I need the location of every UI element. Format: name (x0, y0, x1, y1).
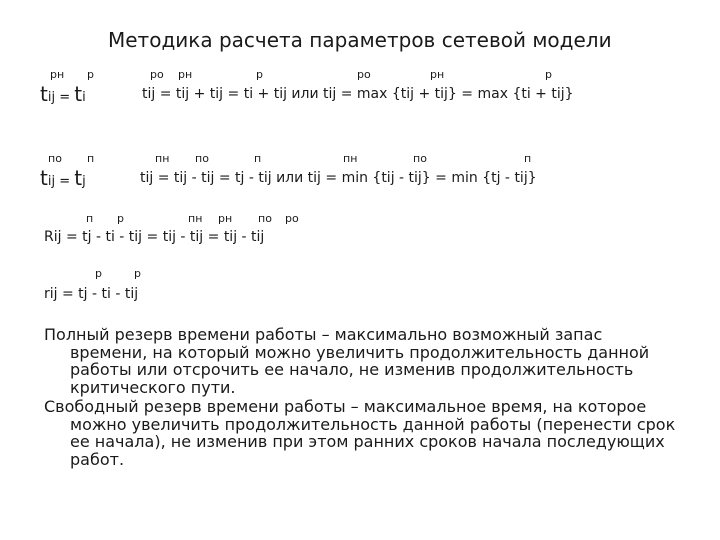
formula-1-left-t2: t (74, 82, 83, 106)
formula-2-right-sup-4: пн (343, 152, 358, 165)
formula-1-left-s1: ij (47, 90, 56, 105)
formula-1-right-sup-1: ро (150, 68, 164, 81)
formula-1-left-t1: t (40, 82, 48, 106)
formula-1-right-sup-4: ро (357, 68, 371, 81)
formula-2-left-s2: j (82, 174, 86, 189)
formula-3-sup-2: р (117, 212, 124, 225)
formula-2-left-t2: t (74, 166, 83, 190)
formula-2-right-sup-1: пн (155, 152, 170, 165)
formula-1-right-expression: tij = tij + tij = ti + tij или tij = max {tij + tij} = max {ti + tij} (142, 86, 574, 102)
paragraph-full-reserve-first-line: Полный резерв времени работы – максимально возможный запас (44, 325, 603, 344)
formula-1-right-sup-5: рн (430, 68, 445, 81)
formula-3-sup-5: по (258, 212, 272, 225)
formula-2-right-sup-3: п (254, 152, 262, 165)
formula-2-left-eq: = (55, 174, 75, 189)
formula-2-left-expression (40, 166, 86, 190)
formula-2-left-sup-2: п (87, 152, 95, 165)
formula-2-right-expression: tij = tij - tij = tj - tij или tij = min {tij - tij} = min {tj - tij} (140, 170, 537, 186)
formula-4-sup-1: р (95, 267, 102, 280)
formula-4-expression: rij = tj - ti - tij (44, 286, 139, 302)
paragraph-free-reserve (44, 398, 694, 468)
formula-1-right-sup-6: р (545, 68, 552, 81)
formula-1-left-expression (40, 82, 86, 106)
formula-1-left-sup-1: рн (50, 68, 65, 81)
formula-1-left-s2: i (82, 90, 86, 105)
formula-1-left-sup-2: р (87, 68, 94, 81)
paragraph-full-reserve-rest: времени, на который можно увеличить продолжительность данной работы или отсрочить ее начало, не изменив продолжительность критического пути. (70, 342, 650, 397)
formula-3-sup-6: ро (285, 212, 299, 225)
formula-2-left-s1: ij (47, 174, 56, 189)
formula-3-sup-1: п (86, 212, 94, 225)
formula-1-right-sup-3: р (256, 68, 263, 81)
formula-3-expression: Rij = tj - ti - tij = tij - tij = tij - tij (44, 229, 265, 245)
paragraph-free-reserve-rest: можно увеличить продолжительность данной работы (перенести срок ее начала), не изменив при этом ранних сроков начала последующих работ. (70, 414, 676, 469)
formula-2-right-sup-5: по (413, 152, 427, 165)
formula-4-sup-2: р (134, 267, 141, 280)
formula-1-left-eq: = (55, 90, 75, 105)
formula-3-sup-3: пн (188, 212, 203, 225)
paragraph-free-reserve-first-line: Свободный резерв времени работы – максимальное время, на которое (44, 397, 647, 416)
formula-1-right-sup-2: рн (178, 68, 193, 81)
formula-2-left-sup-1: по (48, 152, 62, 165)
formula-3-sup-4: рн (218, 212, 233, 225)
formula-2-right-sup-6: п (524, 152, 532, 165)
paragraph-full-reserve (44, 326, 694, 396)
formula-2-right-sup-2: по (195, 152, 209, 165)
page-title: Методика расчета параметров сетевой модели (108, 28, 612, 52)
formula-2-left-t1: t (40, 166, 48, 190)
